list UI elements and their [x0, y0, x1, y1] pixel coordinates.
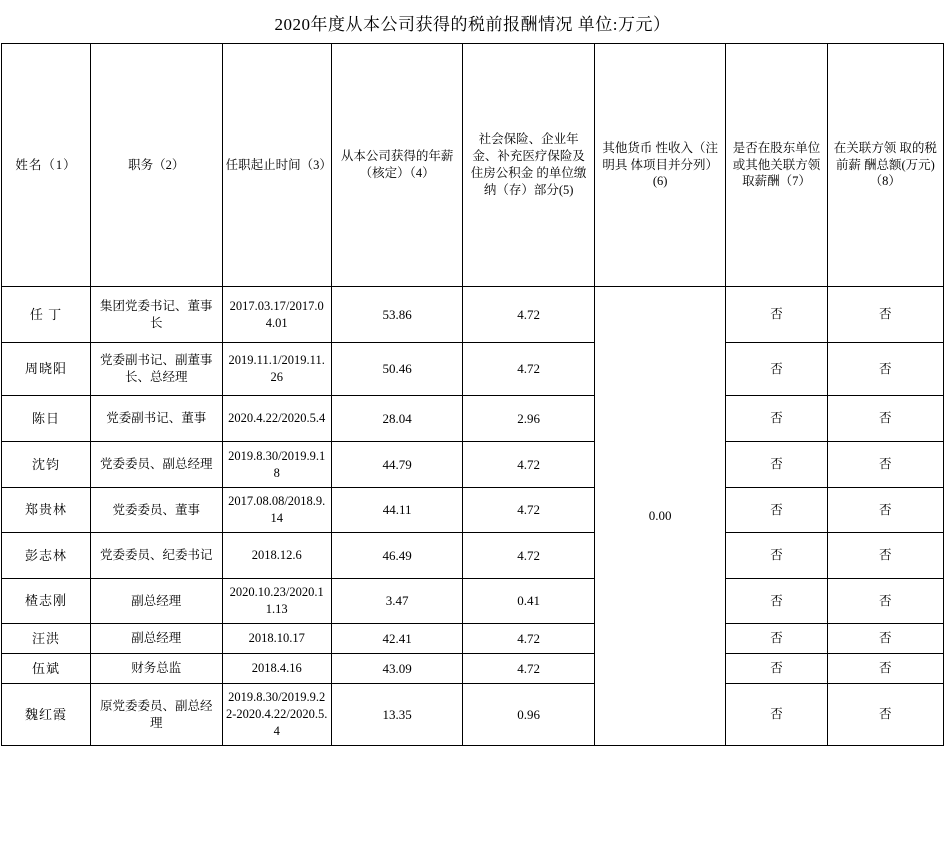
- table-row: [2, 488, 944, 533]
- cell-insurance: 4.72: [463, 442, 595, 488]
- cell-other-income: 0.00: [594, 287, 726, 746]
- cell-insurance: 4.72: [463, 533, 595, 579]
- cell-related-amount: 否: [827, 624, 943, 654]
- cell-role: 副总经理: [91, 579, 223, 624]
- cell-related-party: 否: [726, 533, 827, 579]
- cell-insurance: 4.72: [463, 624, 595, 654]
- cell-related-amount: 否: [827, 533, 943, 579]
- cell-annual-salary: 44.79: [331, 442, 463, 488]
- table-row: [2, 442, 944, 488]
- cell-related-party: 否: [726, 624, 827, 654]
- cell-insurance: 4.72: [463, 654, 595, 684]
- cell-period: 2017.03.17/2017.04.01: [222, 287, 331, 343]
- column-header-name: 姓名（1）: [2, 44, 91, 287]
- table-row: [2, 654, 944, 684]
- cell-period: 2019.8.30/2019.9.22-2020.4.22/2020.5.4: [222, 684, 331, 746]
- cell-related-party: 否: [726, 396, 827, 442]
- cell-period: 2017.08.08/2018.9.14: [222, 488, 331, 533]
- cell-insurance: 0.41: [463, 579, 595, 624]
- cell-related-amount: 否: [827, 579, 943, 624]
- cell-name: 魏红霞: [2, 684, 91, 746]
- cell-name: 郑贵林: [2, 488, 91, 533]
- cell-related-amount: 否: [827, 343, 943, 396]
- compensation-table: [1, 43, 944, 746]
- cell-role: 副总经理: [91, 624, 223, 654]
- cell-role: 党委委员、副总经理: [91, 442, 223, 488]
- cell-period: 2018.12.6: [222, 533, 331, 579]
- cell-period: 2018.10.17: [222, 624, 331, 654]
- cell-related-amount: 否: [827, 654, 943, 684]
- cell-insurance: 4.72: [463, 287, 595, 343]
- cell-related-amount: 否: [827, 684, 943, 746]
- cell-role: 党委副书记、董事: [91, 396, 223, 442]
- cell-annual-salary: 3.47: [331, 579, 463, 624]
- cell-name: 沈钧: [2, 442, 91, 488]
- cell-period: 2019.8.30/2019.9.18: [222, 442, 331, 488]
- cell-related-party: 否: [726, 442, 827, 488]
- column-header-insurance: 社会保险、企业年金、补充医疗保险及 住房公积金 的单位缴纳（存）部分(5): [463, 44, 595, 287]
- cell-related-party: 否: [726, 343, 827, 396]
- cell-name: 伍斌: [2, 654, 91, 684]
- table-row: [2, 624, 944, 654]
- cell-annual-salary: 28.04: [331, 396, 463, 442]
- column-header-role: 职务（2）: [91, 44, 223, 287]
- cell-period: 2018.4.16: [222, 654, 331, 684]
- cell-annual-salary: 44.11: [331, 488, 463, 533]
- table-header-row: [2, 44, 944, 287]
- cell-role: 集团党委书记、董事长: [91, 287, 223, 343]
- table-row: [2, 684, 944, 746]
- cell-role: 党委委员、纪委书记: [91, 533, 223, 579]
- column-header-related-amount: 在关联方领 取的税前薪 酬总额(万元)（8）: [827, 44, 943, 287]
- cell-role: 党委副书记、副董事长、总经理: [91, 343, 223, 396]
- cell-related-party: 否: [726, 684, 827, 746]
- cell-name: 汪洪: [2, 624, 91, 654]
- cell-annual-salary: 50.46: [331, 343, 463, 396]
- cell-name: 陈日: [2, 396, 91, 442]
- cell-insurance: 4.72: [463, 343, 595, 396]
- cell-annual-salary: 53.86: [331, 287, 463, 343]
- cell-related-party: 否: [726, 579, 827, 624]
- cell-role: 财务总监: [91, 654, 223, 684]
- cell-related-party: 否: [726, 654, 827, 684]
- column-header-annual-salary: 从本公司获得的年薪（核定）（4）: [331, 44, 463, 287]
- cell-role: 原党委委员、副总经理: [91, 684, 223, 746]
- cell-related-party: 否: [726, 287, 827, 343]
- table-header: [2, 44, 944, 287]
- page-title: 2020年度从本公司获得的税前报酬情况 单位:万元）: [274, 15, 671, 34]
- cell-role: 党委委员、董事: [91, 488, 223, 533]
- cell-related-amount: 否: [827, 488, 943, 533]
- cell-annual-salary: 46.49: [331, 533, 463, 579]
- cell-period: 2020.10.23/2020.11.13: [222, 579, 331, 624]
- table-row: [2, 396, 944, 442]
- table-row: [2, 287, 944, 343]
- table-row: [2, 343, 944, 396]
- cell-annual-salary: 13.35: [331, 684, 463, 746]
- cell-name: 楂志刚: [2, 579, 91, 624]
- table-row: [2, 533, 944, 579]
- table-body: [2, 287, 944, 746]
- cell-related-amount: 否: [827, 396, 943, 442]
- cell-annual-salary: 42.41: [331, 624, 463, 654]
- cell-insurance: 4.72: [463, 488, 595, 533]
- table-row: [2, 579, 944, 624]
- column-header-related-party: 是否在股东单位或其他关联方领取薪酬（7）: [726, 44, 827, 287]
- cell-related-amount: 否: [827, 442, 943, 488]
- cell-period: 2020.4.22/2020.5.4: [222, 396, 331, 442]
- cell-name: 彭志林: [2, 533, 91, 579]
- cell-insurance: 0.96: [463, 684, 595, 746]
- column-header-other-income: 其他货币 性收入（注明具 体项目并分列）(6): [594, 44, 726, 287]
- cell-name: 任 丁: [2, 287, 91, 343]
- cell-insurance: 2.96: [463, 396, 595, 442]
- cell-related-amount: 否: [827, 287, 943, 343]
- cell-period: 2019.11.1/2019.11.26: [222, 343, 331, 396]
- cell-name: 周晓阳: [2, 343, 91, 396]
- column-header-period: 任职起止时间（3）: [222, 44, 331, 287]
- cell-annual-salary: 43.09: [331, 654, 463, 684]
- cell-related-party: 否: [726, 488, 827, 533]
